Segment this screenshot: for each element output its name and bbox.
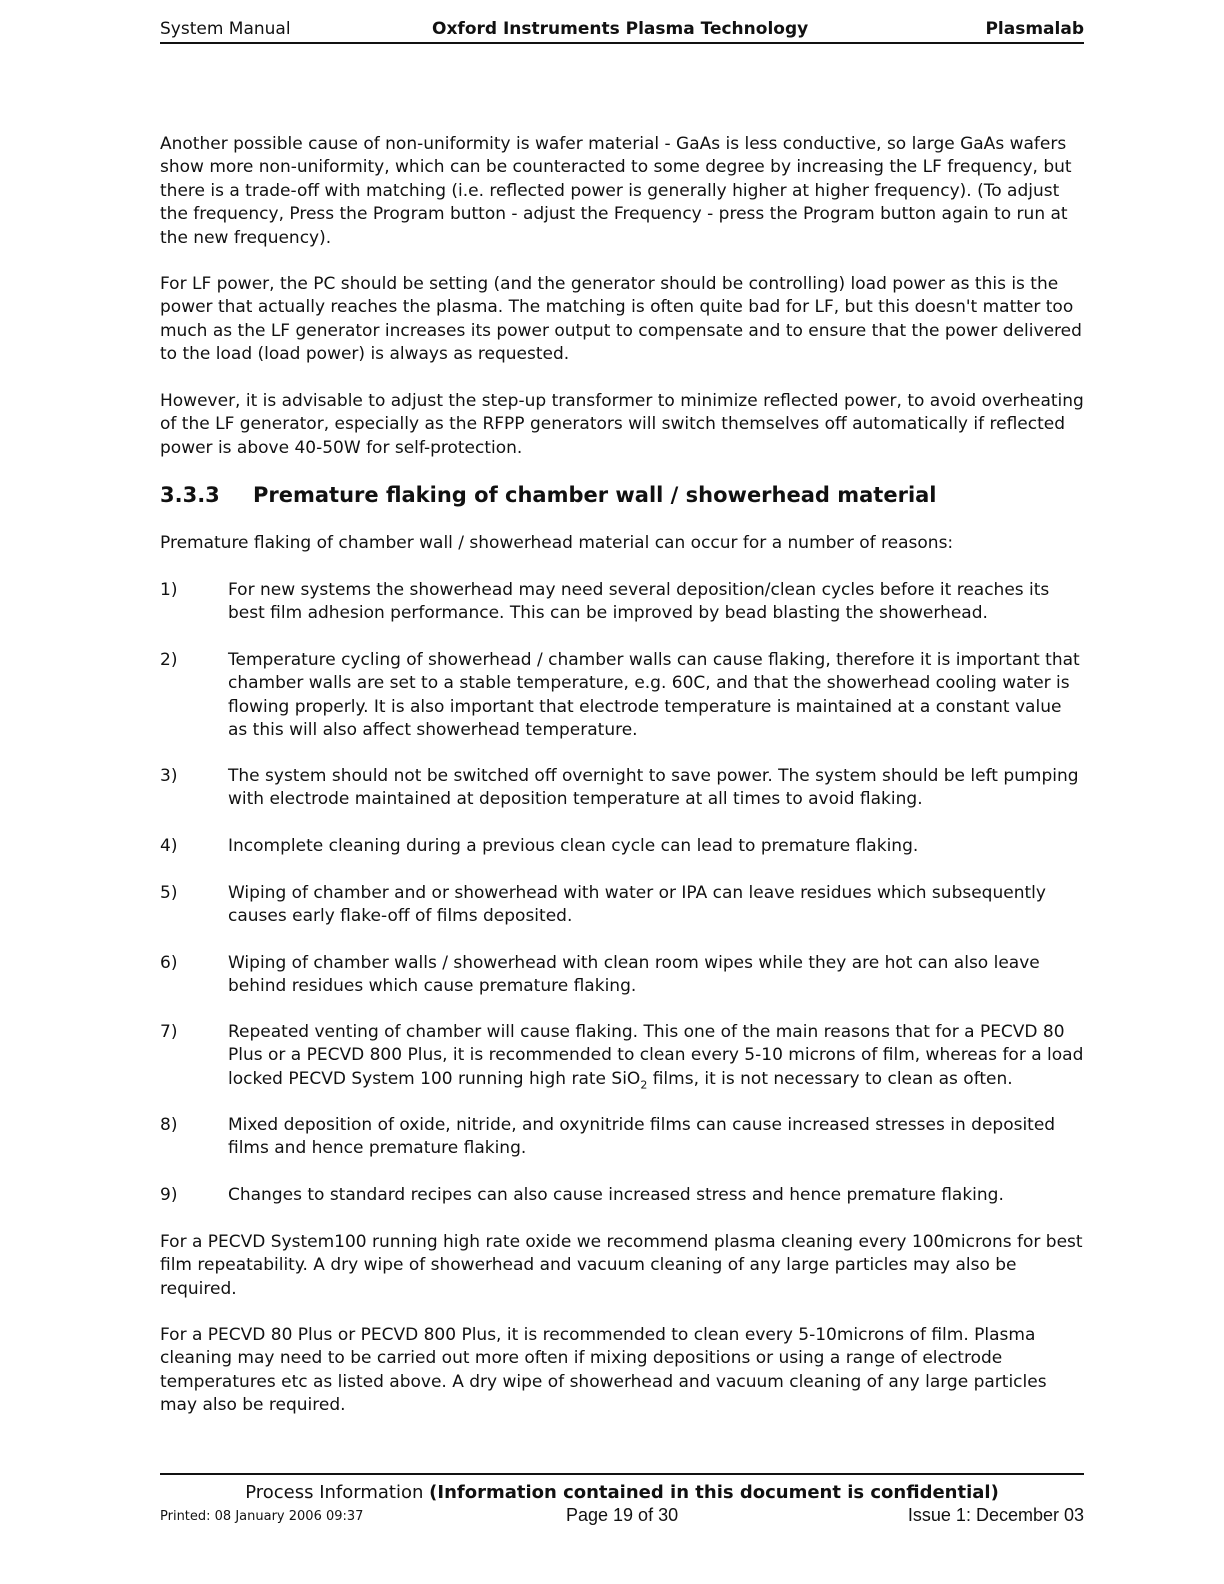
list-item: [160, 1021, 1084, 1091]
section-intro: [160, 532, 1084, 555]
printed-date: Printed: 08 January 2006 09:37: [160, 1509, 364, 1524]
list-text: For new systems the showerhead may need several deposition/clean cycles before it reaches its best film adhesion performance. This can be improved by bead blasting the showerhead.: [228, 580, 1050, 624]
paragraph-lf-power: [160, 273, 1084, 367]
list-item: [160, 1184, 1084, 1207]
list-text: Incomplete cleaning during a previous clean cycle can lead to premature flaking.: [228, 836, 919, 856]
list-item: [160, 649, 1084, 743]
list-text: Wiping of chamber and or showerhead with water or IPA can leave residues which subsequently causes early flake-off of films deposited.: [228, 883, 1046, 927]
paragraph-text: Another possible cause of non-uniformity is wafer material - GaAs is less conductive, so large GaAs wafers show more non-uniformity, which can be counteracted to some degree by increasing the LF frequency, but there is a trade-off with matching (i.e. reflected power is generally higher at higher frequency). (To adjust the frequency, Press the Program button - adjust the Frequency - press the Program button again to run at the new frequency).: [160, 134, 1072, 248]
confidential-notice: (Information contained in this document is confidential): [429, 1482, 999, 1503]
paragraph-text: For LF power, the PC should be setting (and the generator should be controlling) load power as this is the power that actually reaches the plasma. The matching is often quite bad for LF, but this doesn't matter too much as the LF generator increases its power output to compensate and to ensure that the power delivered to the load (load power) is always as requested.: [160, 274, 1082, 365]
list-text: The system should not be switched off overnight to save power. The system should be left pumping with electrode maintained at deposition temperature at all times to avoid flaking.: [228, 766, 1079, 810]
list-text: Temperature cycling of showerhead / chamber walls can cause flaking, therefore it is important that chamber walls are set to a stable temperature, e.g. 60C, and that the showerhead cooling water is flowing properly. It is also important that electrode temperature is maintained at a constant value as this will also affect showerhead temperature.: [228, 650, 1080, 741]
header-product: Plasmalab: [985, 19, 1084, 39]
list-text-part: Repeated venting of chamber will cause flaking. This one of the main reasons that for a PECVD 80 Plus or a PECVD 800 Plus, it is recommended to clean every 5-10 microns of film, whereas for a load locked PECVD System 100 running high rate SiO: [228, 1022, 1084, 1089]
section-title: Premature flaking of chamber wall / showerhead material: [253, 483, 937, 507]
footer-divider: [160, 1473, 1084, 1475]
list-number: 8): [160, 1115, 178, 1135]
list-item: [160, 835, 1084, 858]
list-text: Mixed deposition of oxide, nitride, and oxynitride films can cause increased stresses in deposited films and hence premature flaking.: [228, 1115, 1056, 1159]
header-company: Oxford Instruments Plasma Technology: [432, 19, 809, 39]
paragraph-text: Premature flaking of chamber wall / showerhead material can occur for a number of reasons:: [160, 533, 954, 553]
list-item: [160, 765, 1084, 812]
subscript: 2: [640, 1078, 648, 1092]
list-number: 2): [160, 650, 178, 670]
paragraph-text: However, it is advisable to adjust the step-up transformer to minimize reflected power, to avoid overheating of the LF generator, especially as the RFPP generators will switch themselves off automatically if reflected power is above 40-50W for self-protection.: [160, 391, 1084, 458]
list-number: 5): [160, 883, 178, 903]
list-item: [160, 1114, 1084, 1161]
list-item: [160, 579, 1084, 626]
paragraph-text: For a PECVD 80 Plus or PECVD 800 Plus, it is recommended to clean every 5-10microns of film. Plasma cleaning may need to be carried out more often if mixing depositions or using a range of electrode temperatures etc as listed above. A dry wipe of showerhead and vacuum cleaning of any large particles may also be required.: [160, 1325, 1047, 1416]
header-manual-title: System Manual: [160, 19, 291, 39]
section-number: 3.3.3: [160, 483, 220, 507]
page-number: Page 19 of 30: [566, 1505, 679, 1525]
paragraph-system100-cleaning: [160, 1231, 1084, 1301]
footer-section-name: Process Information: [245, 1482, 424, 1503]
paragraph-nonuniformity: [160, 133, 1084, 250]
paragraph-text: For a PECVD System100 running high rate oxide we recommend plasma cleaning every 100microns for best film repeatability. A dry wipe of showerhead and vacuum cleaning of any large particles may also be required.: [160, 1232, 1083, 1299]
list-number: 7): [160, 1022, 178, 1042]
list-text: [228, 1021, 1084, 1091]
list-number: 3): [160, 766, 178, 786]
page-header: [160, 16, 1084, 44]
list-number: 6): [160, 953, 178, 973]
paragraph-step-up-transformer: [160, 390, 1084, 460]
footer-meta: [160, 1505, 1084, 1529]
list-number: 4): [160, 836, 178, 856]
list-item: [160, 952, 1084, 999]
list-item: [160, 882, 1084, 929]
issue-info: Issue 1: December 03: [907, 1505, 1084, 1525]
list-number: 1): [160, 580, 178, 600]
list-text-part: films, it is not necessary to clean as often.: [647, 1068, 1013, 1089]
section-heading: [160, 482, 937, 508]
list-text: Changes to standard recipes can also cause increased stress and hence premature flaking.: [228, 1185, 1004, 1205]
paragraph-pecvd80-cleaning: [160, 1324, 1084, 1418]
list-text: Wiping of chamber walls / showerhead with clean room wipes while they are hot can also leave behind residues which cause premature flaking.: [228, 953, 1040, 997]
footer-title: [160, 1482, 1084, 1504]
list-number: 9): [160, 1185, 178, 1205]
